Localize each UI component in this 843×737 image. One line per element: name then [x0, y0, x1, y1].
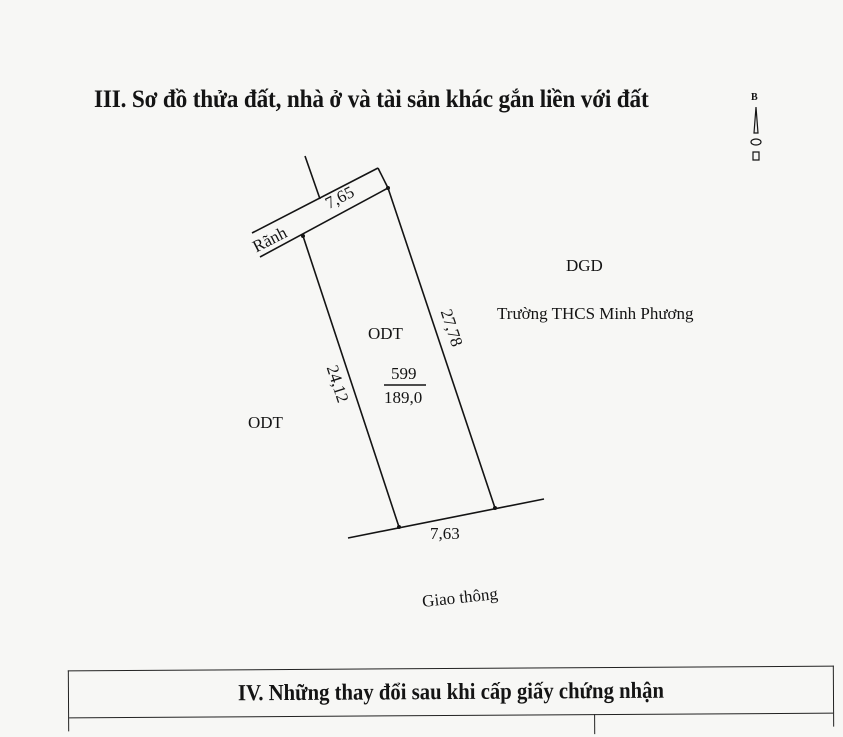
right-neighbor-code: DGD: [566, 256, 603, 275]
table-divider: [69, 713, 833, 719]
parcel-area: 189,0: [384, 388, 423, 407]
section-4-title: IV. Những thay đổi sau khi cấp giấy chứng nhận: [237, 677, 665, 706]
section-title: III. Sơ đồ thửa đất, nhà ở và tài sản khác gắn liền với đất: [94, 86, 649, 113]
ditch-upper-line: [252, 168, 378, 233]
plot-right-edge: [388, 188, 495, 508]
right-edge-length: 27,78: [436, 306, 467, 349]
north-label: B: [751, 92, 758, 103]
parcel-number: 599: [391, 364, 417, 383]
road-label: Giao thông: [421, 584, 499, 611]
ditch-end-line: [378, 168, 388, 188]
bottom-edge-length: 7,63: [430, 524, 460, 543]
plot-left-edge: [303, 236, 399, 527]
left-edge-length: 24,12: [322, 362, 353, 405]
ditch-label: Rãnh: [249, 222, 291, 257]
top-edge-length: 7,65: [322, 182, 358, 213]
compass-icon: [751, 107, 761, 160]
left-neighbor-type: ODT: [248, 413, 283, 432]
right-neighbor-name: Trường THCS Minh Phương: [497, 304, 694, 323]
ditch-tick-line: [305, 156, 320, 199]
table-column-divider: [594, 714, 595, 734]
parcel-type: ODT: [368, 324, 403, 343]
changes-table: [68, 666, 834, 732]
